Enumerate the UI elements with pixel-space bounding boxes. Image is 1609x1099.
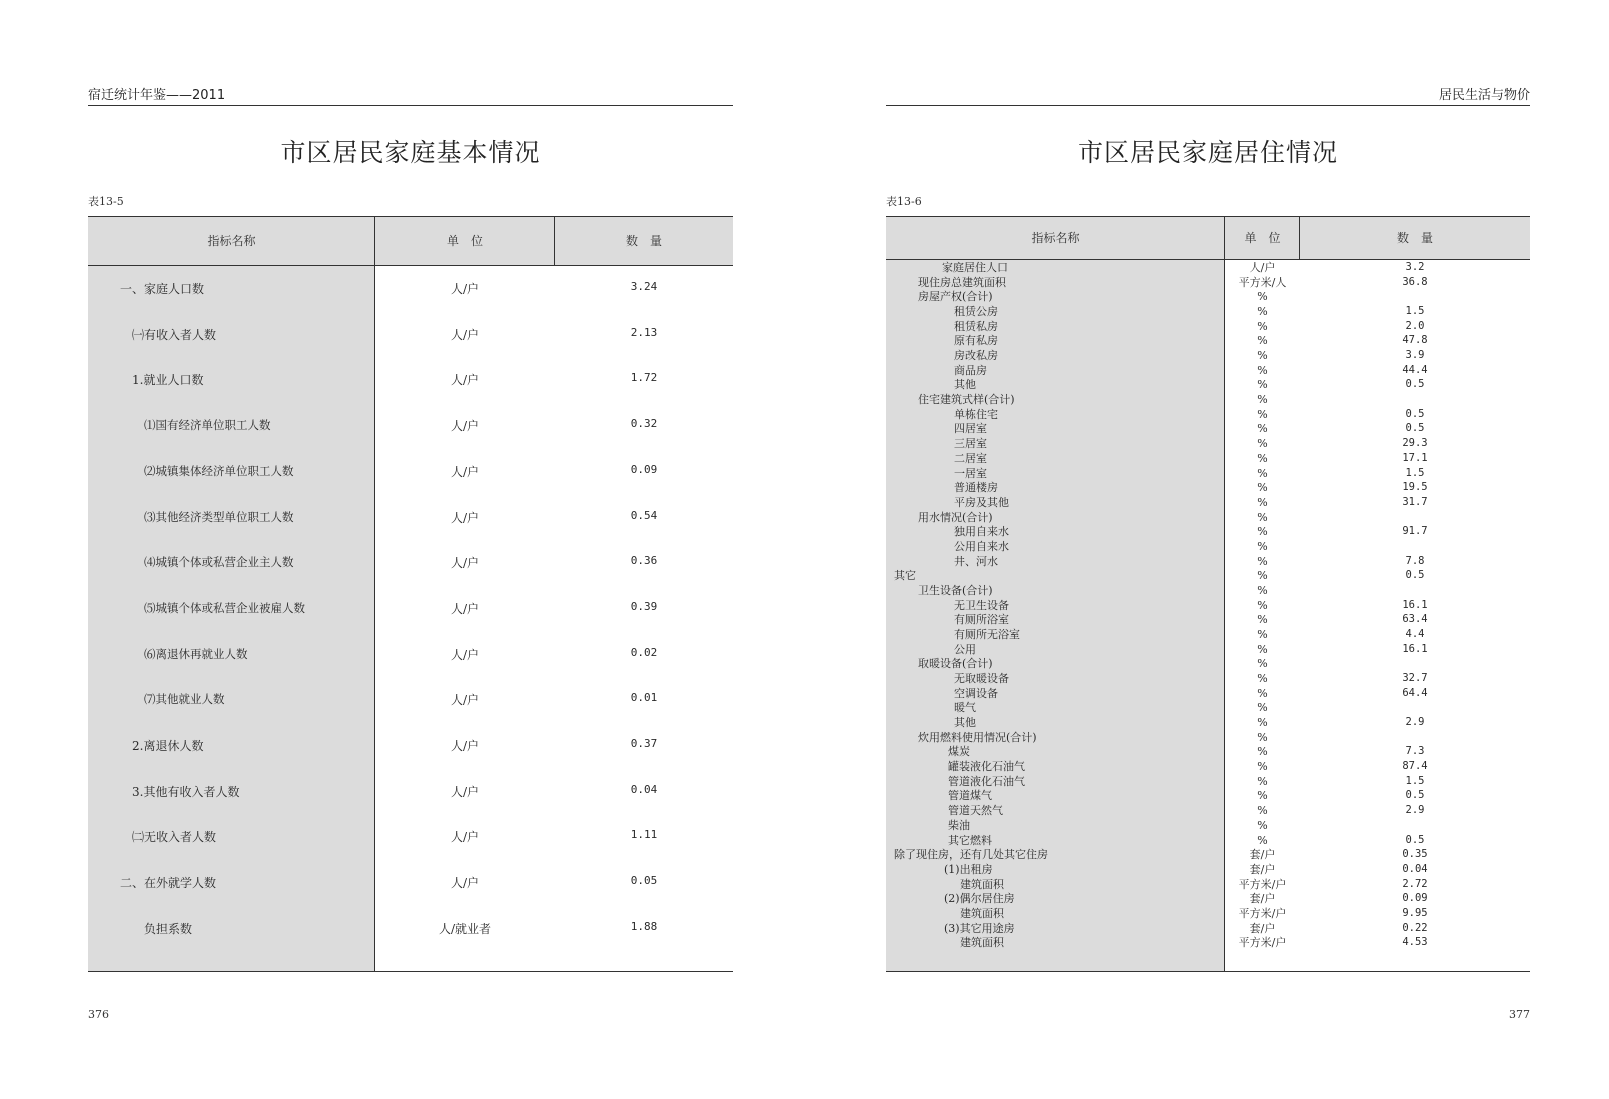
table-row: [88, 357, 733, 404]
table-row: [886, 598, 1530, 613]
indicator-name: 单栋住宅: [954, 407, 998, 421]
header-indicator: 指标名称: [207, 234, 256, 248]
unit-cell: %: [1257, 642, 1268, 656]
table-row: [886, 906, 1530, 921]
table-row: [88, 677, 733, 724]
right-page: [804, 0, 1609, 1099]
header-divider: [554, 217, 555, 265]
value-cell: 2.0: [1405, 319, 1425, 332]
value-cell: 0.5: [1405, 378, 1425, 391]
value-cell: 2.9: [1405, 804, 1425, 817]
value-cell: 1.5: [1405, 466, 1425, 479]
table-row: [886, 304, 1530, 319]
unit-cell: 平方米/人: [1238, 275, 1287, 289]
table-row: [886, 818, 1530, 833]
indicator-name: ㈠有收入者人数: [132, 327, 217, 342]
header-indicator: 指标名称: [1031, 231, 1080, 245]
unit-cell: %: [1257, 628, 1268, 641]
header-value: 数 量: [1396, 231, 1433, 245]
unit-cell: %: [1257, 525, 1268, 539]
value-cell: 0.5: [1405, 422, 1425, 435]
unit-cell: 平方米/户: [1238, 906, 1287, 920]
indicator-name: 暖气: [954, 701, 976, 715]
table-row: [886, 715, 1530, 730]
indicator-name: 管道液化石油气: [948, 774, 1025, 788]
unit-cell: 人/户: [450, 784, 480, 799]
value-cell: 1.5: [1405, 774, 1425, 787]
unit-cell: %: [1257, 363, 1268, 377]
indicator-name: 家庭居住人口: [942, 261, 1008, 274]
indicator-name: 二居室: [954, 451, 987, 465]
value-cell: 47.8: [1402, 334, 1428, 347]
table-row: [88, 769, 733, 816]
unit-cell: %: [1257, 334, 1268, 348]
table-row: [88, 312, 733, 359]
value-cell: 0.09: [1402, 892, 1428, 905]
indicator-name: (3)其它用途房: [944, 921, 1015, 935]
header-unit: 单 位: [1244, 231, 1281, 245]
indicator-name: 三居室: [954, 437, 987, 451]
table-row: [886, 407, 1530, 422]
value-cell: 1.72: [630, 371, 658, 385]
value-cell: 63.4: [1402, 613, 1428, 626]
unit-cell: 人/户: [450, 282, 480, 296]
indicator-name: 一、家庭人口数: [120, 282, 205, 296]
indicator-name: 其他: [954, 378, 976, 392]
left-page: [0, 0, 804, 1099]
header-divider: [1299, 217, 1300, 259]
table-row: [886, 642, 1530, 657]
page-number: 377: [1509, 1008, 1530, 1021]
unit-cell: %: [1257, 789, 1268, 803]
header-unit: 单 位: [446, 234, 483, 248]
value-cell: 0.5: [1405, 407, 1425, 420]
table-row: [886, 289, 1530, 304]
indicator-name: 住宅建筑式样(合计): [918, 393, 1015, 407]
unit-cell: %: [1257, 466, 1268, 480]
table-row: [886, 510, 1530, 525]
value-cell: 3.9: [1405, 349, 1425, 362]
table-row: [88, 266, 733, 313]
table-row: [886, 744, 1530, 759]
table-row: [886, 877, 1530, 892]
table-row: [886, 275, 1530, 290]
unit-cell: 人/户: [450, 739, 480, 753]
unit-cell: 人/户: [450, 693, 480, 708]
indicator-name: 柴油: [948, 818, 970, 832]
unit-cell: %: [1257, 407, 1268, 421]
value-cell: 4.4: [1405, 628, 1425, 640]
value-cell: 0.02: [630, 645, 658, 659]
indicator-name: 除了现住房，还有几处其它住房: [894, 848, 1048, 862]
unit-cell: %: [1257, 569, 1268, 583]
table-row: [886, 788, 1530, 803]
indicator-name: 租赁私房: [954, 319, 998, 333]
table-row: [88, 860, 733, 907]
value-cell: 0.36: [630, 554, 658, 568]
indicator-name: 独用自来水: [954, 525, 1009, 539]
indicator-name: 原有私房: [954, 334, 998, 348]
value-cell: 0.04: [630, 782, 658, 796]
indicator-name: 无取暖设备: [954, 672, 1009, 686]
unit-cell: 人/户: [450, 510, 480, 525]
value-cell: 7.3: [1405, 745, 1425, 758]
indicator-name: 房改私房: [954, 349, 998, 363]
unit-cell: %: [1257, 378, 1268, 392]
unit-cell: %: [1257, 554, 1268, 568]
indicator-name: 租赁公房: [954, 305, 998, 319]
table-row: [88, 632, 733, 679]
table-row: [886, 333, 1530, 348]
indicator-name: 二、在外就学人数: [120, 876, 217, 891]
header-value: 数 量: [625, 234, 662, 248]
table-row: [886, 466, 1530, 481]
table-row: [88, 723, 733, 770]
indicator-name: 卫生设备(合计): [918, 583, 993, 597]
value-cell: 0.22: [1402, 921, 1428, 934]
indicator-name: (1)出租房: [944, 862, 993, 876]
indicator-name: 负担系数: [144, 921, 193, 936]
value-cell: 87.4: [1402, 760, 1428, 773]
table-row: [886, 392, 1530, 407]
table-row: [886, 862, 1530, 877]
unit-cell: 人/户: [450, 419, 480, 434]
table-row: [886, 554, 1530, 569]
value-cell: 91.7: [1402, 525, 1428, 538]
indicator-name: 普通楼房: [954, 481, 998, 495]
value-cell: 9.95: [1402, 906, 1428, 919]
value-cell: 3.2: [1405, 261, 1425, 273]
table-row: [886, 377, 1530, 392]
running-head: 宿迁统计年鉴——2011: [88, 84, 733, 106]
indicator-name: ⑹离退休再就业人数: [144, 646, 248, 661]
indicator-name: 2.离退休人数: [132, 739, 204, 753]
value-cell: 2.72: [1402, 877, 1428, 890]
value-cell: 19.5: [1402, 481, 1428, 494]
value-cell: 7.8: [1405, 554, 1425, 567]
indicator-name: 炊用燃料使用情况(合计): [918, 730, 1037, 744]
table-row: [886, 759, 1530, 774]
value-cell: 0.32: [630, 417, 658, 431]
unit-cell: 套/户: [1249, 921, 1276, 935]
table-row: [88, 906, 733, 953]
page-number: 376: [88, 1008, 109, 1021]
indicator-name: 有厕所浴室: [954, 613, 1009, 627]
unit-cell: %: [1257, 657, 1268, 671]
indicator-name: 1.就业人口数: [132, 373, 204, 388]
table-row: [886, 656, 1530, 671]
unit-cell: 人/户: [450, 830, 480, 845]
table-title: 市区居民家庭基本情况: [280, 138, 541, 167]
unit-cell: 人/户: [450, 327, 480, 342]
indicator-name: 用水情况(合计): [918, 510, 993, 524]
unit-cell: %: [1257, 598, 1268, 612]
value-cell: 3.24: [630, 280, 658, 293]
table-code: 表13-5: [88, 195, 124, 208]
value-cell: 1.11: [630, 828, 658, 842]
table-row: [886, 847, 1530, 862]
table-row: [886, 363, 1530, 378]
table-row: [886, 921, 1530, 936]
unit-cell: %: [1257, 510, 1268, 524]
unit-cell: 人/户: [450, 876, 480, 891]
value-cell: 17.1: [1402, 451, 1428, 464]
unit-cell: 平方米/户: [1238, 936, 1287, 950]
table-row: [886, 436, 1530, 451]
unit-cell: %: [1257, 305, 1268, 319]
indicator-name: 其他: [954, 716, 976, 730]
indicator-name: 一居室: [954, 466, 987, 480]
unit-cell: %: [1257, 613, 1268, 627]
unit-cell: %: [1257, 672, 1268, 686]
value-cell: 16.1: [1402, 642, 1428, 655]
household-basic-table: [88, 216, 733, 972]
unit-cell: %: [1257, 349, 1268, 363]
table-row: [88, 449, 733, 496]
value-cell: 0.5: [1405, 833, 1425, 846]
indicator-name: 平房及其他: [954, 495, 1009, 509]
unit-cell: %: [1257, 437, 1268, 451]
value-cell: 0.5: [1405, 789, 1425, 802]
unit-cell: 人/户: [450, 647, 480, 662]
unit-cell: %: [1257, 760, 1268, 774]
table-row: [886, 348, 1530, 363]
value-cell: 36.8: [1402, 275, 1428, 288]
table-row: [886, 480, 1530, 495]
unit-cell: 平方米/户: [1238, 877, 1287, 891]
table-row: [88, 540, 733, 587]
value-cell: 4.53: [1402, 936, 1428, 949]
table-row: [886, 803, 1530, 818]
unit-cell: %: [1257, 701, 1268, 715]
value-cell: 64.4: [1402, 686, 1428, 699]
value-cell: 0.35: [1402, 848, 1428, 861]
indicator-name: 煤炭: [948, 745, 970, 759]
table-row: [886, 451, 1530, 466]
table-row: [886, 260, 1530, 275]
unit-cell: %: [1257, 495, 1268, 509]
unit-cell: %: [1257, 818, 1268, 832]
indicator-name: 商品房: [954, 363, 987, 377]
indicator-name: 空调设备: [954, 686, 998, 700]
unit-cell: %: [1257, 539, 1268, 553]
household-housing-table: [886, 216, 1530, 972]
value-cell: 32.7: [1402, 672, 1428, 685]
value-cell: 44.4: [1402, 363, 1428, 376]
table-row: [886, 730, 1530, 745]
value-cell: 1.5: [1405, 305, 1425, 318]
table-row: [886, 700, 1530, 715]
indicator-name: ⑵城镇集体经济单位职工人数: [144, 463, 294, 478]
running-head: 居民生活与物价: [886, 84, 1530, 106]
table-row: [886, 935, 1530, 950]
indicator-name: (2)偶尔居住房: [944, 892, 1015, 906]
table-title: 市区居民家庭居住情况: [1077, 138, 1338, 167]
unit-cell: %: [1257, 583, 1268, 597]
value-cell: 0.37: [630, 737, 658, 750]
value-cell: 0.01: [630, 691, 658, 705]
table-row: [886, 627, 1530, 642]
indicator-name: 3.其他有收入者人数: [132, 784, 240, 799]
indicator-name: 其它燃料: [948, 833, 992, 847]
indicator-name: 管道天然气: [948, 804, 1003, 818]
indicator-name: ⑸城镇个体或私营企业被雇人数: [144, 600, 305, 615]
indicator-name: 罐装液化石油气: [948, 760, 1025, 774]
table-row: [88, 586, 733, 633]
indicator-name: ⑷城镇个体或私营企业主人数: [144, 555, 294, 570]
indicator-name: ⑴国有经济单位职工人数: [144, 418, 271, 433]
table-row: [886, 524, 1530, 539]
table-row: [886, 319, 1530, 334]
table-row: [886, 891, 1530, 906]
unit-cell: %: [1257, 290, 1268, 304]
indicator-name: ⑺其他就业人数: [144, 692, 225, 707]
value-cell: 0.5: [1405, 569, 1425, 582]
unit-cell: 套/户: [1249, 862, 1276, 876]
indicator-name: 建筑面积: [960, 936, 1004, 950]
indicator-name: 井、河水: [954, 554, 998, 568]
indicator-name: 管道煤气: [948, 789, 992, 803]
table-row: [886, 833, 1530, 848]
unit-cell: %: [1257, 745, 1268, 759]
table-row: [88, 814, 733, 861]
indicator-name: 公用自来水: [954, 539, 1009, 553]
table-row: [886, 583, 1530, 598]
unit-cell: 人/户: [450, 464, 480, 479]
table-row: [886, 774, 1530, 789]
table-row: [886, 612, 1530, 627]
unit-cell: %: [1257, 451, 1268, 465]
table-row: [886, 539, 1530, 554]
table-header: [88, 217, 733, 266]
table-code: 表13-6: [886, 195, 922, 208]
value-cell: 2.9: [1405, 716, 1425, 729]
value-cell: 31.7: [1402, 495, 1428, 508]
table-row: [886, 686, 1530, 701]
indicator-name: ⑶其他经济类型单位职工人数: [144, 509, 294, 524]
indicator-name: 现住房总建筑面积: [918, 275, 1006, 289]
indicator-name: ㈡无收入者人数: [132, 830, 217, 845]
unit-cell: %: [1257, 774, 1268, 788]
unit-cell: 人/户: [450, 556, 480, 571]
value-cell: 1.88: [630, 919, 658, 933]
table-row: [886, 671, 1530, 686]
unit-cell: 人/就业者: [438, 921, 492, 936]
unit-cell: 套/户: [1249, 892, 1276, 906]
unit-cell: %: [1257, 686, 1268, 700]
unit-cell: %: [1257, 393, 1268, 407]
unit-cell: 人/户: [1249, 261, 1276, 274]
indicator-name: 其它: [894, 569, 916, 583]
unit-cell: %: [1257, 804, 1268, 818]
table-row: [88, 495, 733, 542]
value-cell: 2.13: [630, 325, 658, 339]
indicator-name: 建筑面积: [960, 877, 1004, 891]
table-header: [886, 217, 1530, 260]
value-cell: 0.39: [630, 599, 658, 613]
value-cell: 29.3: [1402, 437, 1428, 450]
value-cell: 0.54: [630, 508, 658, 522]
indicator-name: 取暖设备(合计): [918, 657, 993, 671]
value-cell: 16.1: [1402, 598, 1428, 611]
table-row: [886, 421, 1530, 436]
unit-cell: 人/户: [450, 373, 480, 388]
value-cell: 0.09: [630, 462, 658, 476]
indicator-name: 有厕所无浴室: [954, 628, 1020, 641]
unit-cell: %: [1257, 481, 1268, 495]
indicator-name: 四居室: [954, 422, 987, 436]
indicator-name: 建筑面积: [960, 906, 1004, 920]
unit-cell: %: [1257, 319, 1268, 333]
indicator-name: 房屋产权(合计): [918, 290, 993, 304]
unit-cell: %: [1257, 716, 1268, 730]
table-row: [886, 568, 1530, 583]
table-row: [88, 403, 733, 450]
table-row: [886, 495, 1530, 510]
indicator-name: 无卫生设备: [954, 598, 1009, 612]
unit-cell: %: [1257, 730, 1268, 744]
unit-cell: %: [1257, 422, 1268, 436]
value-cell: 0.05: [630, 874, 658, 888]
unit-cell: 套/户: [1249, 848, 1276, 862]
indicator-name: 公用: [954, 642, 976, 656]
value-cell: 0.04: [1402, 862, 1428, 875]
unit-cell: 人/户: [450, 601, 480, 616]
unit-cell: %: [1257, 833, 1268, 847]
